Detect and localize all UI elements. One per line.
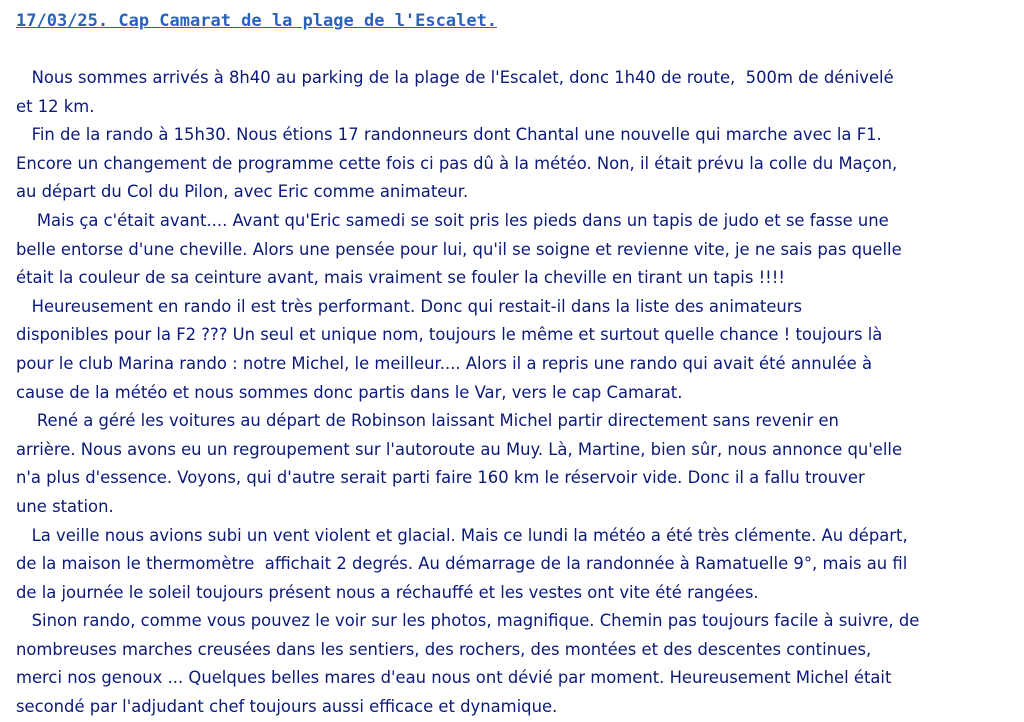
text-line-14: arrière. Nous avons eu un regroupement sur l'autoroute au Muy. Là, Martine, bien sûr, nous annonce qu'elle (16, 439, 903, 459)
text-line-11: pour le club Marina rando : notre Michel, le meilleur.... Alors il a repris une rando qui avait été annulée à (16, 353, 873, 373)
text-line-21: nombreuses marches creusées dans les sentiers, des rochers, des montées et des descentes continues, (16, 639, 872, 659)
page-title: 17/03/25. Cap Camarat de la plage de l'Escalet. (16, 11, 498, 31)
text-line-13: René a géré les voitures au départ de Robinson laissant Michel partir directement sans revenir en (16, 411, 839, 431)
text-line-12: cause de la météo et nous sommes donc partis dans le Var, vers le cap Camarat. (16, 382, 683, 402)
text-line-22: merci nos genoux ... Quelques belles mares d'eau nous ont dévié par moment. Heureusement Michel était (16, 668, 892, 688)
document-page (16, 8, 1016, 722)
blank-line (16, 35, 1016, 64)
text-line-19: de la journée le soleil toujours présent nous a réchauffé et les vestes ont vite été rangées. (16, 582, 759, 602)
text-line-23: secondé par l'adjudant chef toujours aussi efficace et dynamique. (16, 697, 558, 717)
text-line-1: Nous sommes arrivés à 8h40 au parking de la plage de l'Escalet, donc 1h40 de route, 500m de dénivelé (16, 68, 894, 87)
text-line-16: une station. (16, 496, 114, 516)
text-line-10: disponibles pour la F2 ??? Un seul et unique nom, toujours le même et surtout quelle chance ! toujours là (16, 325, 883, 345)
text-line-7: belle entorse d'une cheville. Alors une pensée pour lui, qu'il se soigne et revienne vite, je ne sais pas quelle (16, 239, 902, 259)
text-line-5: au départ du Col du Pilon, avec Eric comme animateur. (16, 182, 469, 202)
body-text (16, 64, 1016, 722)
text-line-20: Sinon rando, comme vous pouvez le voir sur les photos, magnifique. Chemin pas toujours facile à suivre, de (16, 611, 920, 631)
text-line-6: Mais ça c'était avant.... Avant qu'Eric samedi se soit pris les pieds dans un tapis de judo et se fasse une (16, 210, 889, 230)
text-line-15: n'a plus d'essence. Voyons, qui d'autre serait parti faire 160 km le réservoir vide. Donc il a fallu trouver (16, 468, 865, 488)
text-line-4: Encore un changement de programme cette fois ci pas dû à la météo. Non, il était prévu la colle du Maçon, (16, 153, 898, 173)
text-line-2: et 12 km. (16, 96, 95, 116)
text-line-17: La veille nous avions subi un vent violent et glacial. Mais ce lundi la météo a été très clémente. Au départ, (16, 525, 908, 545)
text-line-18: de la maison le thermomètre affichait 2 degrés. Au démarrage de la randonnée à Ramatuelle 9°, mais au fil (16, 554, 908, 574)
text-line-8: était la couleur de sa ceinture avant, mais vraiment se fouler la cheville en tirant un tapis !!!! (16, 268, 785, 288)
text-line-9: Heureusement en rando il est très performant. Donc qui restait-il dans la liste des animateurs (16, 296, 803, 316)
text-line-3: Fin de la rando à 15h30. Nous étions 17 randonneurs dont Chantal une nouvelle qui marche avec la F1. (16, 125, 882, 145)
